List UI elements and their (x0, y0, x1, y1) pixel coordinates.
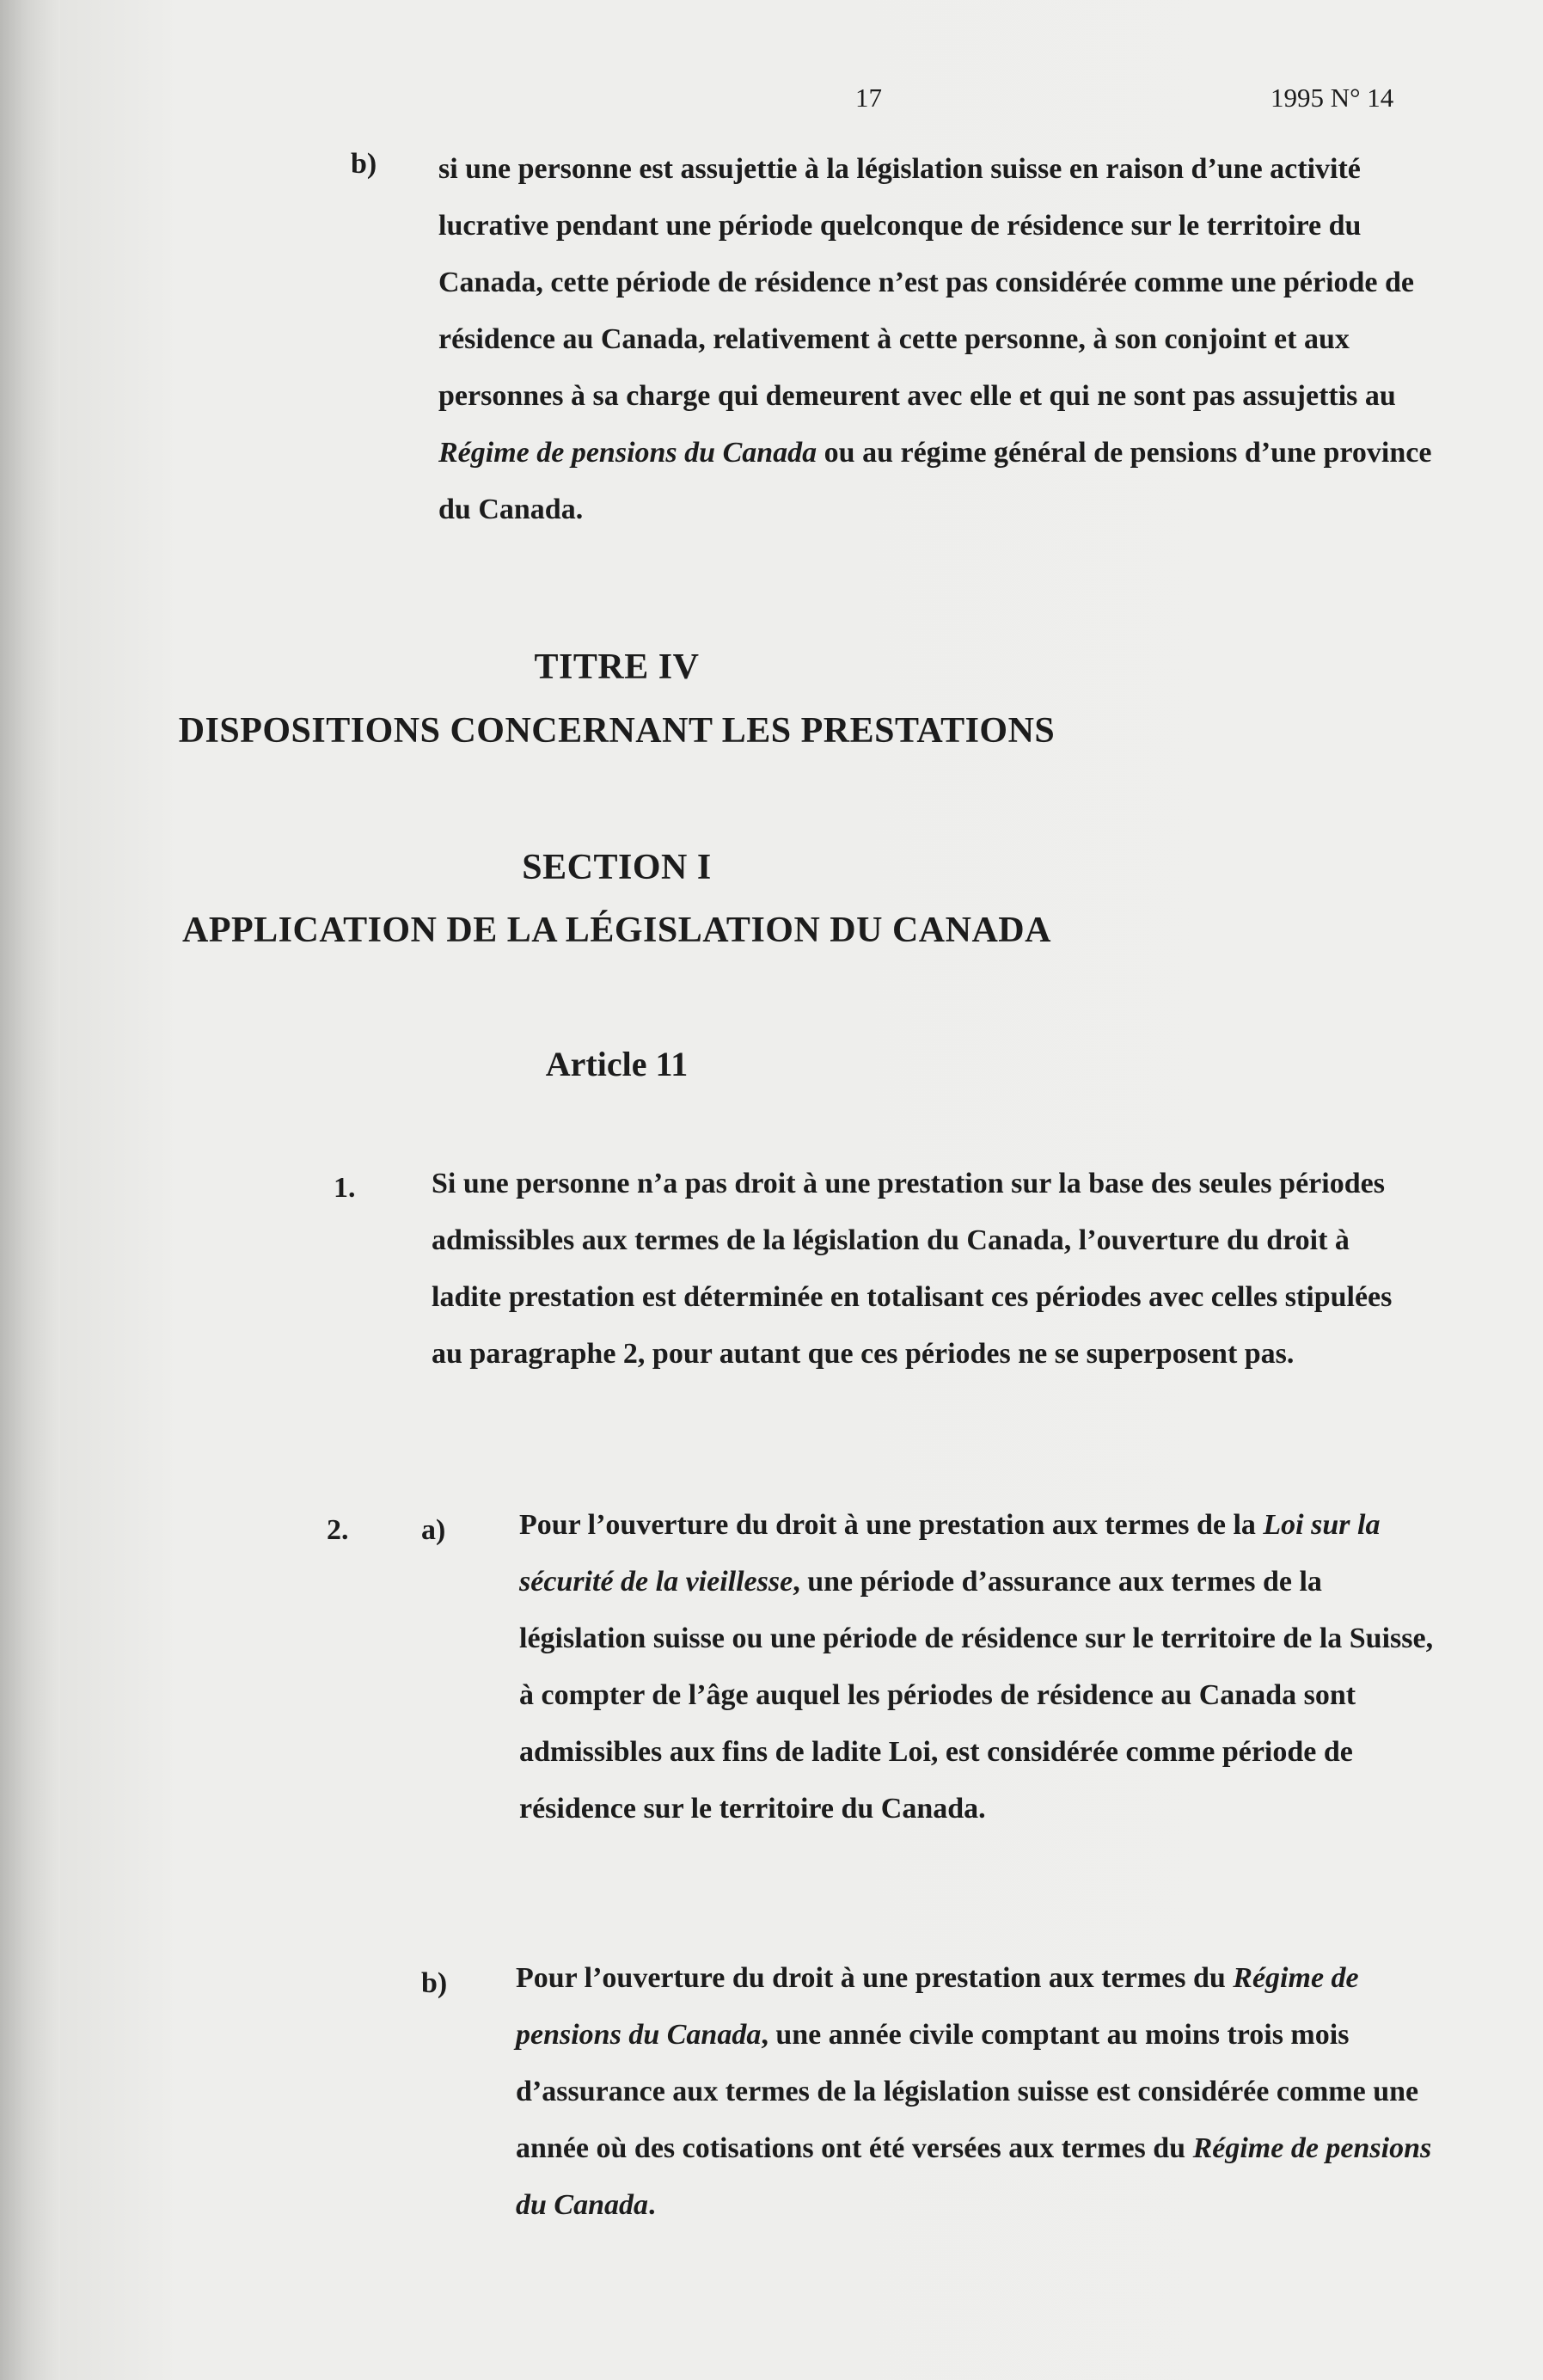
para-2b-label: b) (421, 1967, 448, 1999)
para-2b-text (516, 1950, 1444, 2234)
para-2a-text (519, 1497, 1439, 1837)
book-spine-shadow (0, 0, 60, 2380)
para-2b-text-end: . (648, 2189, 656, 2221)
document-page (60, 0, 1543, 2380)
para-2a-text-end: , une période d’assurance aux termes de la législation suisse ou une période de résidence sur le territoire de la Suisse, à compter de l’âge auquel les périodes de résidence au Canada sont admissibles aux fins de ladite Loi, est considérée comme période de résidence sur le territoire du Canada. (519, 1566, 1434, 1825)
para-b-label: b) (351, 148, 377, 180)
para-2-label: 2. (327, 1514, 349, 1546)
para-2b-text-mid: , une année civile comptant au moins trois mois d’assurance aux termes de la législation suisse est considérée comme une année où des cotisations ont été versées aux termes du (516, 2019, 1419, 2164)
para-2a-italic-title: Loi sur la sécurité de la vieillesse (519, 1509, 1381, 1598)
para-2b-italic-title-end: Régime de pensions du Canada (516, 2132, 1432, 2221)
section-heading: SECTION I (522, 848, 712, 887)
section-subheading: APPLICATION DE LA LÉGISLATION DU CANADA (182, 911, 1051, 950)
para-2b-italic-title: Régime de pensions du Canada (516, 1962, 1359, 2051)
para-1-text: Si une personne n’a pas droit à une prestation sur la base des seules périodes admissibles aux termes de la législation du Canada, l’ouverture du droit à ladite prestation est déterminée en totalisant ces périodes avec celles stipulées au paragraphe 2, pour autant que ces périodes ne se superposent pas. (432, 1168, 1393, 1370)
para-b-italic-title: Régime de pensions du Canada (438, 437, 817, 469)
para-b-text (438, 141, 1453, 538)
para-1-label: 1. (334, 1172, 356, 1204)
para-2a-text-start: Pour l’ouverture du droit à une prestation aux termes de la (519, 1509, 1256, 1541)
article-heading: Article 11 (545, 1045, 689, 1083)
titre-subheading: DISPOSITIONS CONCERNANT LES PRESTATIONS (178, 711, 1056, 751)
para-b-text-end: ou au régime général de pensions d’une province du Canada. (438, 437, 1432, 525)
para-2a-label: a) (421, 1514, 446, 1546)
page-number: 17 (855, 83, 882, 113)
para-b-text-main: si une personne est assujettie à la législation suisse en raison d’une activité lucrative pendant une période quelconque de résidence sur le territoire du Canada, cette période de résidence n’est pas considérée comme une période de résidence au Canada, relativement à cette personne, à son conjoint et aux personnes à sa charge qui demeurent avec elle et qui ne sont pas assujettis au (438, 153, 1415, 412)
titre-heading: TITRE IV (534, 647, 700, 687)
para-2b-text-start: Pour l’ouverture du droit à une prestation aux termes du (516, 1962, 1226, 1994)
document-reference: 1995 N° 14 (1271, 83, 1394, 113)
